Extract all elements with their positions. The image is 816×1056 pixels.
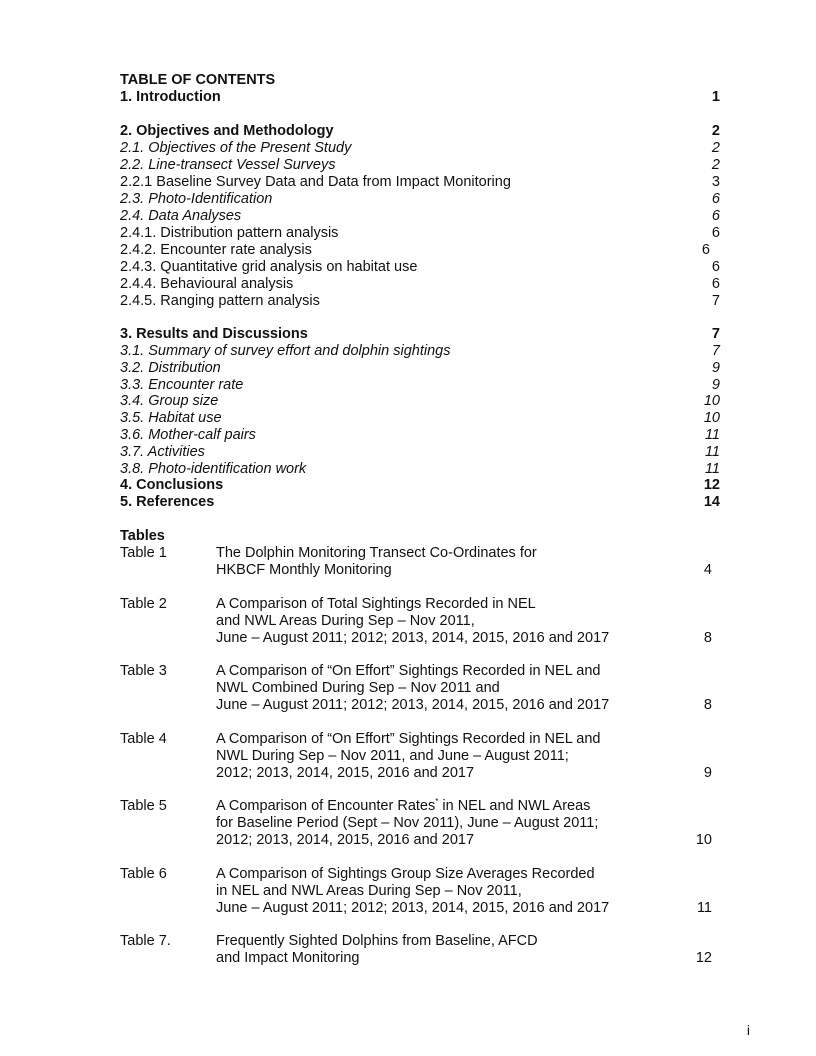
toc-entry-label: 3. Results and Discussions: [120, 326, 308, 342]
page-number: i: [746, 1022, 750, 1038]
toc-entry[interactable]: [120, 89, 720, 106]
table-list-page: 10: [695, 832, 712, 848]
toc-entry-page: 12: [703, 477, 720, 493]
footnote-marker: *: [435, 797, 439, 806]
toc-entry[interactable]: [120, 242, 720, 259]
toc-entry-page: 9: [711, 377, 720, 393]
toc-entry-label: 4. Conclusions: [120, 477, 224, 493]
table-list-description: A Comparison of “On Effort” Sightings Recorded in NEL and NWL During Sep – Nov 2011, and June – August 2011; 2012; 2013, 2014, 2015, 2016 and 2017: [216, 731, 601, 781]
table-list-page: 9: [703, 765, 712, 781]
toc-entry-page: 3: [711, 174, 720, 190]
toc-entry-label: 2.4.5. Ranging pattern analysis: [120, 293, 320, 309]
toc-entry-page: 10: [703, 410, 720, 426]
table-list-description: A Comparison of Encounter Rates* in NEL and NWL Areas for Baseline Period (Sept – Nov 2011), June – August 2011; 2012; 2013, 2014, 2015, 2016 and 2017: [216, 797, 599, 848]
table-list-description: A Comparison of Sightings Group Size Averages Recorded in NEL and NWL Areas During Sep – Nov 2011, June – August 2011; 2012; 2013, 2014, 2015, 2016 and 2017: [216, 866, 610, 916]
toc-entry-label: 1. Introduction: [120, 89, 221, 105]
toc-entry[interactable]: [120, 410, 720, 427]
table-list-page: 11: [696, 900, 712, 916]
table-list-page: 12: [695, 950, 712, 966]
toc-entry[interactable]: [120, 326, 720, 343]
toc-entry[interactable]: [120, 191, 720, 208]
toc-entry-page: 7: [711, 343, 720, 359]
toc-entry-label: 3.2. Distribution: [120, 360, 221, 376]
toc-entry-label: 2.2. Line-transect Vessel Surveys: [120, 157, 336, 173]
toc-entry[interactable]: [120, 293, 720, 310]
toc-entry-page: 2: [711, 157, 720, 173]
toc-entry[interactable]: [120, 123, 720, 140]
toc-entry[interactable]: [120, 393, 720, 410]
toc-entry-label: 2.4.4. Behavioural analysis: [120, 276, 294, 292]
toc-entry[interactable]: [120, 276, 720, 293]
tables-heading: Tables: [120, 528, 165, 544]
table-list-description: The Dolphin Monitoring Transect Co-Ordinates for HKBCF Monthly Monitoring: [216, 545, 537, 578]
toc-entry-page: 6: [701, 242, 710, 258]
toc-entry-label: 3.8. Photo-identification work: [120, 461, 307, 477]
toc-entry[interactable]: [120, 174, 720, 191]
toc-entry-label: 3.4. Group size: [120, 393, 219, 409]
toc-entry[interactable]: [120, 477, 720, 494]
toc-entry-label: 3.6. Mother-calf pairs: [120, 427, 256, 443]
toc-entry[interactable]: [120, 140, 720, 157]
toc-entry-label: 2.3. Photo-Identification: [120, 191, 273, 207]
toc-entry[interactable]: [120, 157, 720, 174]
toc-entry-page: 7: [711, 293, 720, 309]
toc-entry-page: 14: [703, 494, 720, 510]
toc-entry[interactable]: [120, 208, 720, 225]
toc-entry-label: 2.4.2. Encounter rate analysis: [120, 242, 312, 258]
toc-entry-label: 2.4. Data Analyses: [120, 208, 242, 224]
toc-entry[interactable]: [120, 461, 720, 478]
toc-entry[interactable]: [120, 377, 720, 394]
toc-entry-label: 3.7. Activities: [120, 444, 205, 460]
toc-entry-page: 9: [711, 360, 720, 376]
toc-entry[interactable]: [120, 225, 720, 242]
toc-entry-label: 3.5. Habitat use: [120, 410, 222, 426]
toc-entry-label: 2.4.1. Distribution pattern analysis: [120, 225, 339, 241]
table-list-label: Table 3: [120, 663, 167, 679]
table-list-label: Table 5: [120, 798, 167, 814]
table-list-label: Table 4: [120, 731, 167, 747]
toc-entry-page: 6: [711, 225, 720, 241]
table-list-description: A Comparison of “On Effort” Sightings Recorded in NEL and NWL Combined During Sep – Nov 2011 and June – August 2011; 2012; 2013, 2014, 2015, 2016 and 2017: [216, 663, 610, 713]
toc-entry[interactable]: [120, 343, 720, 360]
toc-entry-label: 2. Objectives and Methodology: [120, 123, 334, 139]
table-list-label: Table 1: [120, 545, 167, 561]
table-list-description: A Comparison of Total Sightings Recorded in NEL and NWL Areas During Sep – Nov 2011, June – August 2011; 2012; 2013, 2014, 2015, 2016 and 2017: [216, 596, 610, 646]
toc-entry[interactable]: [120, 259, 720, 276]
toc-heading: TABLE OF CONTENTS: [120, 72, 276, 88]
table-list-label: Table 2: [120, 596, 167, 612]
toc-entry-page: 10: [703, 393, 720, 409]
toc-entry-label: 5. References: [120, 494, 215, 510]
toc-entry-page: 6: [711, 208, 720, 224]
toc-entry-page: 11: [704, 444, 720, 460]
table-list-description: Frequently Sighted Dolphins from Baseline, AFCD and Impact Monitoring: [216, 933, 538, 966]
toc-entry-page: 6: [711, 276, 720, 292]
toc-entry-page: 6: [711, 259, 720, 275]
toc-entry-label: 2.4.3. Quantitative grid analysis on habitat use: [120, 259, 418, 275]
toc-entry-page: 7: [711, 326, 720, 342]
toc-entry-page: 11: [704, 461, 720, 477]
table-list-page: 8: [703, 630, 712, 646]
toc-entry[interactable]: [120, 427, 720, 444]
toc-entry[interactable]: [120, 360, 720, 377]
table-list-label: Table 7.: [120, 933, 171, 949]
toc-entry-label: 2.1. Objectives of the Present Study: [120, 140, 352, 156]
toc-entry-page: 1: [711, 89, 720, 105]
toc-entry-page: 2: [711, 123, 720, 139]
toc-entry[interactable]: [120, 494, 720, 511]
toc-entry-page: 6: [711, 191, 720, 207]
table-list-page: 4: [703, 562, 712, 578]
toc-entry-label: 3.1. Summary of survey effort and dolphin sightings: [120, 343, 451, 359]
toc-entry-page: 2: [711, 140, 720, 156]
toc-entry-label: 2.2.1 Baseline Survey Data and Data from Impact Monitoring: [120, 174, 511, 190]
toc-entry-page: 11: [704, 427, 720, 443]
table-list-page: 8: [703, 697, 712, 713]
toc-entry-label: 3.3. Encounter rate: [120, 377, 244, 393]
toc-entry[interactable]: [120, 444, 720, 461]
table-list-label: Table 6: [120, 866, 167, 882]
